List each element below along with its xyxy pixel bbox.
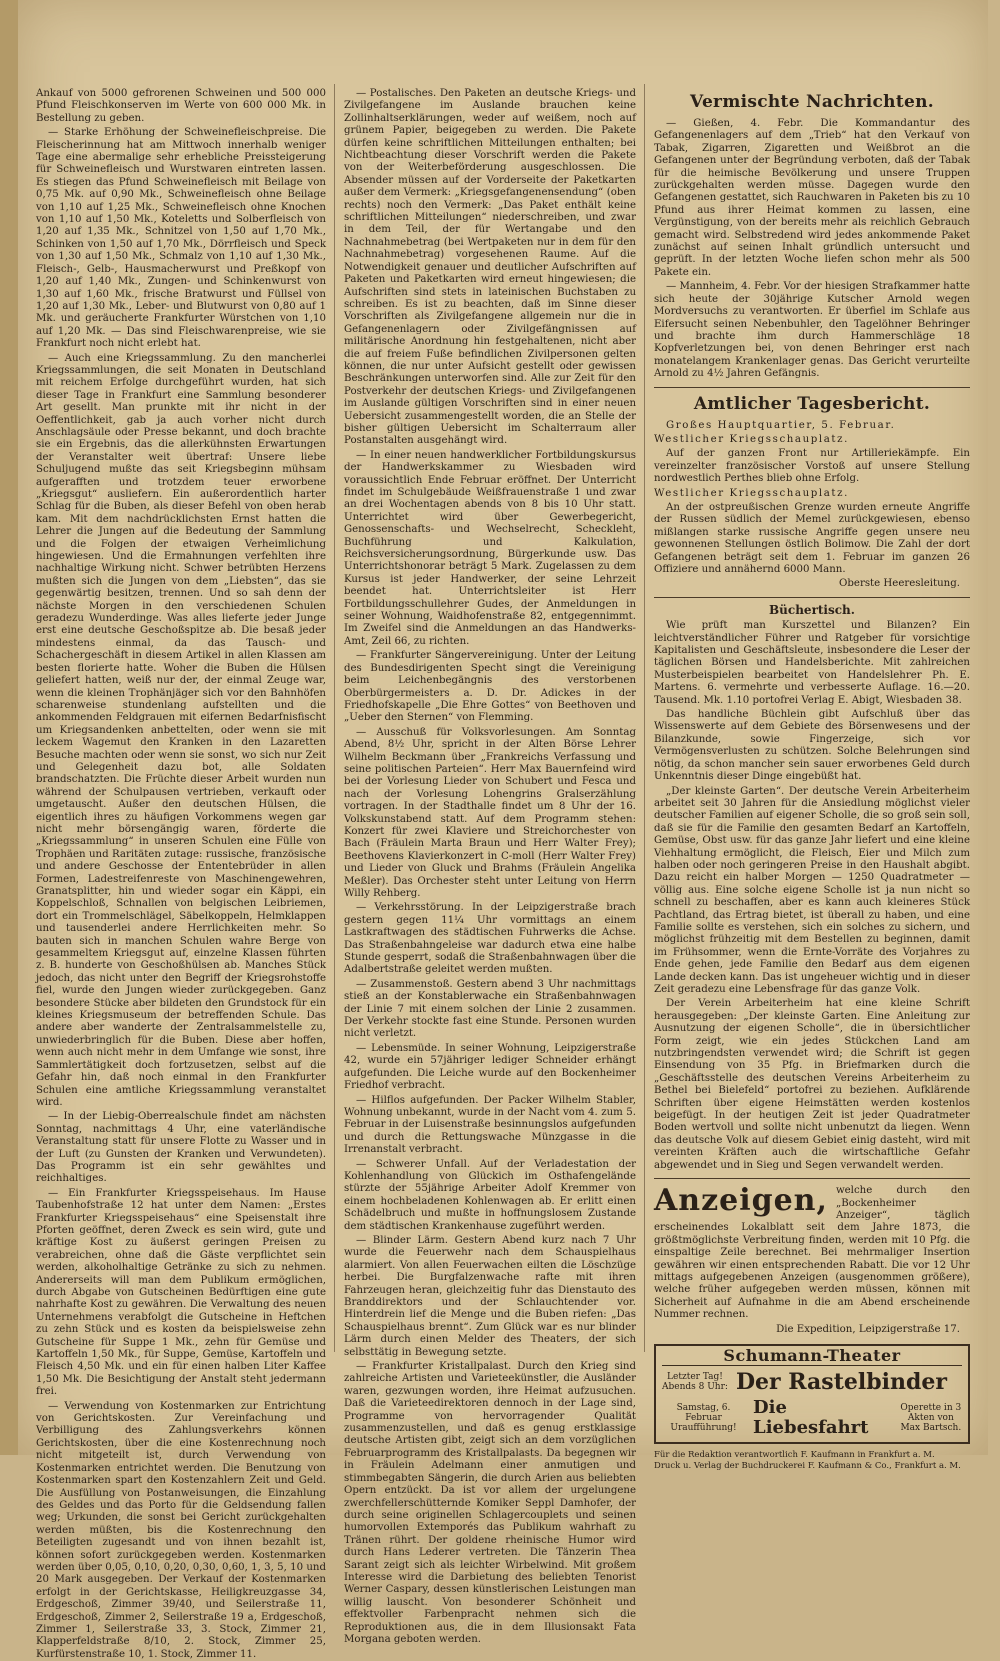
ad-time-note xyxy=(662,1372,728,1392)
binding-spine xyxy=(0,0,18,1455)
column-middle xyxy=(344,88,636,1645)
column-divider xyxy=(644,84,645,1352)
imprint-editor: Für die Redaktion verantwortlich F. Kaufmann in Frankfurt a. M. xyxy=(654,1450,935,1461)
article-paragraph: — Lebensmüde. In seiner Wohnung, Leipzigerstraße 42, wurde ein 57jähriger lediger Schneider erhängt aufgefunden. Die Leiche wurde auf den Bockenheimer Friedhof verbracht. xyxy=(344,1042,636,1092)
article-paragraph: — Ein Frankfurter Kriegsspeisehaus. Im Hause Taubenhofstraße 12 hat unter dem Namen: „Erstes Frankfurter Kriegsspeisehaus“ eine Speisenstalt ihre Pforten geöffnet, deren Zweck es sein wird, gute und kräftige Kost zu äußerst geringen Preisen zu verabreichen, ohne daß die Gäste verpflichtet sein werden, alkoholhaltige Getränke zu sich zu nehmen. Andererseits will man dem Publikum ermöglichen, durch Abgabe von Gutscheinen Bedürftigen eine gute nahrhafte Kost zu gewähren. Die Verwaltung des neuen Unternehmens verabfolgt die Gutscheine in Heftchen zu zehn Stück und es kosten da beispielsweise zehn Gutscheine für Suppe 1 Mk., zehn für Gemüse und Kartoffeln 1,50 Mk., für Suppe, Gemüse, Kartoffeln und Fleisch 4,50 Mk. und ein für einen halben Liter Kaffee 1,50 Mk. Die Besichtigung der Anstalt steht jedermann frei. xyxy=(36,1187,326,1398)
divider xyxy=(654,597,970,598)
ad-operetta-note: Operette in 3 Akten von Max Bartsch. xyxy=(900,1403,962,1434)
article-paragraph: — Mannheim, 4. Febr. Vor der hiesigen Strafkammer hatte sich heute der 30jährige Kutscher Arnold wegen Mordversuchs zu verantworten. Er überfiel im Schlafe aus Eifersucht seinen Nebenbuhler, den Tagelöhner Behringer und brachte ihm durch Hammerschläge 18 Kopfverletzungen bei, von denen Behringer erst nach monatelangem Krankenlager genas. Das Gericht verurteilte Arnold zu 4½ Jahren Gefängnis. xyxy=(654,281,970,380)
theatre-advertisement xyxy=(654,1344,970,1444)
ad-last-day: Letzter Tag! xyxy=(667,1372,723,1383)
article-paragraph: — Zusammenstoß. Gestern abend 3 Uhr nachmittags stieß an der Konstablerwache ein Straßenbahnwagen der Linie 7 mit einem solchen der Linie 2 zusammen. Der Verkehr stockte fast eine Stunde. Personen wurden nicht verletzt. xyxy=(344,978,636,1040)
anzeigen-block xyxy=(654,1185,970,1336)
article-paragraph: Wie prüft man Kurszettel und Bilanzen? Ein leichtverständlicher Führer und Ratgeber für vorsichtige Kapitalisten und Geschäftsleute, insbesondere die Leser der täglichen Börsen und Handelsberichte. Mit zahlreichen Musterbeispielen bearbeitet von Handelslehrer Ph. E. Martens. 6. vermehrte und verbesserte Auflage. 16.—20. Tausend. Mk. 1.10 portofrei Verlag E. Abigt, Wiesbaden 38. xyxy=(654,620,970,706)
article-paragraph: An der ostpreußischen Grenze wurden erneute Angriffe der Russen südlich der Memel zurückgewiesen, ebenso mißlangen starke russische Angriffe gegen unsere neu gewonnenen Stellungen östlich Bolimow. Die Zahl der dort Gefangenen beträgt seit dem 1. Februar im ganzen 26 Offiziere und annähernd 6000 Mann. xyxy=(654,501,970,575)
article-paragraph: — Blinder Lärm. Gestern Abend kurz nach 7 Uhr wurde die Feuerwehr nach dem Schauspielhaus alarmiert. Von allen Feuerwachen eilten die Löschzüge herbei. Die Burgfalzenwache rafte mit ihren Fahrzeugen heran, gleichzeitig fuhr das Dienstauto des Branddirektors und der Schlauchtender vor. Hinterdrein lief die Menge und die Buben riefen: „Das Schauspielhaus brennt“. Zum Glück war es nur blinder Lärm durch einen Melder des Theaters, der sich selbsttätig in Bewegung setzte. xyxy=(344,1234,636,1358)
article-paragraph: — Auch eine Kriegssammlung. Zu den mancherlei Kriegssammlungen, die seit Monaten in Deutschland mit reichem Erfolge durchgeführt wurden, hat sich dieser Tage in Frankfurt eine Sammlung besonderer Art gesellt. Man prunkte mit ihr nicht in der Oeffentlichkeit, gab ja auch vorher nicht durch Anschlagsäule oder Presse bekannt, und doch brachte sie ein Ergebnis, das die allerkühnsten Erwartungen der Veranstalter weit übertraf: Unsere liebe Schuljugend mußte das seit Kriegsbeginn mühsam aufgerafften und trotzdem teuer erworbene „Kriegsgut“ ausliefern. Ein außerordentlich harter Schlag für die Buben, als dieser Befehl von oben herab kam. Mit dem nachdrücklichsten Ernst hatten die Lehrer die Jungen auf die Bedeutung der Sammlung und die Folgen der etwaigen Verheimlichung hingewiesen. Und die Ermahnungen verfehlten ihre nachhaltige Wirkung nicht. Schwer betrübten Herzens mußten sich die Jungen von dem „Liebsten“, das sie gegenwärtig besitzen, trennen. Und so sah denn der nächste Morgen in den verschiedenen Schulen geradezu Wunderdinge. Was alles lieferte jeder Junge erst eine deutsche Geschoßspitze ab. Die besaß jeder mindestens einmal, da das Tausch- und Schachergeschäft in diesem Artikel in allen Klassen am besten florierte hatte. Woher die Buben die Hülsen geliefert hatten, weiß nur der, der einmal Zeuge war, wenn die kleinen Trophänjäger sich vor den Bahnhöfen scharenweise stundenlang aufstellten und die ankommenden Feldgrauen mit eifernen Bedarfnisfischt um Kriegsandenken anbettelten, oder wenn sie mit leckem Wagemut den Kranken in den Lazaretten Besuche machten oder wenn sie sonst, wo sich nur Zeit und Gelegenheit dazu bot, alle Soldaten brandschatzten. Die Früchte dieser Arbeit wurden nun während der Schulpausen vertrieben, verkauft oder umgetauscht. Außer den deutschen Hülsen, die eigentlich ihres zu häufigen Vorkommens wegen gar nicht mehr börsengängig waren, förderte die „Kriegssammlung“ in unseren Schulen eine Fülle von Trophäen und Raritäten zutage: russische, französische und andere Geschosse der Ententebrüder in allen Formen, Ladestreifenreste von Maschinengewehren, Granatsplitter, hin und wieder sogar ein Käppi, ein Koppelschloß, Schnallen von belgischen Leibriemen, dort ein Trommelschlägel, Säbelkoppeln, Helmklappen und tausenderlei andere Herrlichkeiten mehr. So bauten sich in manchen Schulen wahre Berge von gesammeltem Kriegsgut auf, einzelne Klassen führten z. B. hunderte von Geschoßhülsen ab. Manches Stück jedoch, das nicht unter den Begriff der Kriegsrohstoffe fiel, wurde den Jungen wieder zurückgegeben. Ganz besondere Stücke aber bildeten den Grundstock für ein kleines Kriegsmuseum der betreffenden Schule. Das andere aber wanderte der Zentralsammelstelle zu, unwiederbringlich für die Buben. Diese aber hoffen, wenn auch nicht mehr in dem Umfange wie sonst, ihre Sammlertätigkeit doch fortzusetzen, selbst auf die Gefahr hin, daß noch einmal in den Frankfurter Schulen eine amtliche Kriegssammlung veranstaltet wird. xyxy=(36,352,326,1108)
anzeigen-text: welche durch den „Bockenheimer Anzeiger“, täglich erscheinendes Lokalblatt seit dem Jahre 1873, die größtmöglichste Verbreitung finden, werden mit 10 Pfg. die einspaltige Zeile berechnet. Bei mehrmaliger Insertion gewähren wir einen entsprechenden Rabatt. Die vor 12 Uhr mittags aufgegebenen Anzeigen (ausgenommen größere), welche früher aufgegeben werden müssen, können mit Sicherheit auf Aufnahme in die am Abend erscheinende Nummer rechnen. xyxy=(654,1185,970,1321)
imprint-publisher: Druck u. Verlag der Buchdruckerei F. Kaufmann & Co., Frankfurt a. M. xyxy=(654,1460,961,1471)
article-paragraph: Ankauf von 5000 gefrorenen Schweinen und 500 000 Pfund Fleischkonserven im Werte von 600 000 Mk. in Bestellung zu geben. xyxy=(36,88,326,124)
article-paragraph: — Frankfurter Kristallpalast. Durch den Krieg sind zahlreiche Artisten und Varieteekünstler, die Ausländer waren, gezwungen worden, ihre Heimat aufzusuchen. Daß die Varieteedirektoren dennoch in der Lage sind, Programme von hervorragender Qualität zusammenzustellen, und daß es genug erstklassige deutsche Artisten gibt, zeigt sich an dem vorzüglichen Februarprogramm des Kristallpalasts. Da begegnen wir in Fräulein Adelmann einer anmutigen und stimmbegabten Sängerin, die durch Arien aus beliebten Opern entzückt. Da ist vor allem der urgelungene zwerchfellerschütternde Komiker Seppl Damhofer, der durch seine originellen Schlagercouplets und seinen humorvollen Extemporés das Publikum wahrhaft zu Tränen rührt. Der goldene rheinische Humor wird durch Hans Lederer vertreten. Die Tänzerin Thea Sarant zeigt sich als leichter Wirbelwind. Mit großem Interesse wird die Darbietung des beliebten Tenorist Werner Caspary, dessen künstlerischen Leistungen man willig lauscht. Von besonderer Schönheit und effektvoller Farbenpracht nehmen sich die Reproduktionen aus, die in dem Illusionsakt Fata Morgana geboten werden. xyxy=(344,1361,636,1645)
newspaper-page xyxy=(18,0,988,1660)
ad-date-note xyxy=(662,1403,745,1433)
theatre-name: Schumann-Theater xyxy=(662,1350,962,1366)
article-paragraph: — In der Liebig-Oberrealschule findet am nächsten Sonntag, nachmittags 4 Uhr, eine vaterländische Veranstaltung statt für unsere Flotte zu Wasser und in der Luft (zu Gunsten der Kranken und Verwundeten). Das Programm ist ein sehr gewähltes und reichhaltiges. xyxy=(36,1111,326,1185)
article-paragraph: Der Verein Arbeiterheim hat eine kleine Schrift herausgegeben: „Der kleinste Garten. Eine Anleitung zur Ausnutzung der eigenen Scholle“, die in übersichtlicher Form zeigt, wie ein jedes Stückchen Land am nutzbringendsten verwendet wird; die Schrift ist gegen Einsendung von 35 Pfg. in Briefmarken durch die „Geschäftsstelle des deutschen Vereins Arbeiterheim zu Bethel bei Bielefeld“ portofrei zu beziehen. Aufklärende Schriften über eigene Heimstätten werden kostenlos beigefügt. In der heutigen Zeit ist jeder Quadratmeter Boden wertvoll und sollte nicht unbenutzt da liegen. Wenn das deutsche Volk auf diesem Gebiet einig dasteht, wird mit vereinten Kräften auch die wirtschaftliche Gefahr abgewendet und in Sieg und Segen verwandelt werden. xyxy=(654,998,970,1171)
article-paragraph: — Starke Erhöhung der Schweinefleischpreise. Die Fleischerinnung hat am Mittwoch innerhalb weniger Tage eine abermalige sehr erhebliche Preissteigerung für Schweinefleisch und Wurstwaren eintreten lassen. Es stiegen das Pfund Schweinefleisch mit Beilage von 0,75 Mk. auf 0,90 Mk., Schweinefleisch ohne Beilage von 1,10 auf 1,25 Mk., Schweinefleisch ohne Knochen von 1,10 auf 1,50 Mk., Koteletts und Solberfleisch von 1,20 auf 1,35 Mk., Schnitzel von 1,50 auf 1,70 Mk., Schinken von 1,50 auf 1,70 Mk., Dörrfleisch und Speck von 1,30 auf 1,50 Mk., Schmalz von 1,10 auf 1,30 Mk., Fleisch-, Gelb-, Hausmacherwurst und Preßkopf von 1,20 auf 1,40 Mk., Zungen- und Schinkenwurst von 1,30 auf 1,60 Mk., frische Bratwurst und Füllsel von 1,20 auf 1,30 Mk., Leber- und Blutwurst von 0,80 auf 1 Mk. und geräucherte Frankfurter Würstchen von 1,10 auf 1,20 Mk. — Das sind Fleischwarenpreise, wie sie Frankfurt noch nicht erlebt hat. xyxy=(36,127,326,350)
article-paragraph: — Hilflos aufgefunden. Der Packer Wilhelm Stabler, Wohnung unbekannt, wurde in der Nacht vom 4. zum 5. Februar in der Luisenstraße besinnungslos aufgefunden und durch die Rettungswache Münzgasse in die Irrenanstalt verbracht. xyxy=(344,1094,636,1156)
section-heading-vermischtes: Vermischte Nachrichten. xyxy=(690,92,934,112)
divider xyxy=(654,1178,970,1179)
divider xyxy=(654,387,970,388)
anzeigen-heading: Anzeigen, xyxy=(654,1183,828,1219)
ad-play-title-2: Die Liebesfahrt xyxy=(753,1397,869,1439)
article-paragraph: Auf der ganzen Front nur Artilleriekämpfe. Ein vereinzelter französischer Vorstoß auf unsere Stellung nordwestlich Perthes blieb ohne Erfolg. xyxy=(654,448,970,485)
column-right xyxy=(654,88,970,1471)
ad-play-title: Der Rastelbinder xyxy=(735,1369,947,1396)
article-paragraph: — Ausschuß für Volksvorlesungen. Am Sonntag Abend, 8½ Uhr, spricht in der Alten Börse Lehrer Wilhelm Beckmann über „Frankreichs Verfassung und seine politischen Parteien“. Herr Max Bauernfeind wird bei der Vorlesung Lieder von Schubert und Fesca und nach der Vorlesung Lohengrins Gralserzählung vortragen. In der Stadthalle findet um 8 Uhr der 16. Volkskunstabend statt. Auf dem Programm stehen: Konzert für zwei Klaviere und Streichorchester von Bach (Fräulein Marta Braun und Herr Walter Frey); Beethovens Klavierkonzert in C-moll (Herr Walter Frey) und Lieder von Gluck und Brahms (Fräulein Angelika Meßler). Das Orchester steht unter Leitung von Herrn Willy Rehberg. xyxy=(344,726,636,899)
article-paragraph: — Postalisches. Den Paketen an deutsche Kriegs- und Zivilgefangene im Auslande brauchen keine Zollinhaltserklärungen, weder auf weißem, noch auf grünem Papier, beigegeben zu werden. Die Pakete dürfen keine schriftlichen Mitteilungen enthalten; bei Nichtbeachtung dieser Vorschrift werden die Pakete von der Weiterbeförderung ausgeschlossen. Die Absender müssen auf der Vorderseite der Paketkarten außer dem Vermerk: „Kriegsgefangenensendung“ (oben rechts) noch den Vermerk: „Das Paket enthält keine schriftlichen Mitteilungen“ niederschreiben, und zwar in dem Teil, der für Wertangabe und den Nachnahmebetrag (bei Wertpaketen nur in dem für den Nachnahmebetrag) vorgesehenen Raume. Auf die Notwendigkeit genauer und deutlicher Aufschriften auf Paketen und Paketkarten wird erneut hingewiesen; die Aufschriften sind stets in lateinischen Buchstaben zu schreiben. Es ist zu beachten, daß im Sinne dieser Vorschriften als Zivilgefangene allgemein nur die in Gefangenenlagern oder Zivilgefängnissen auf militärische Anordnung hin festgehaltenen, nicht aber die auf freiem Fuße befindlichen Zivilpersonen gelten können, die nur unter Aufsicht gestellt oder gewissen Beschränkungen unterworfen sind. Alle zur Zeit für den Postverkehr der deutschen Kriegs- und Zivilgefangenen im Auslande gültigen Vorschriften sind in einer neuen Uebersicht zusammengestellt worden, die an Stelle der bisher gültigen Uebersicht im Schalterraum aller Postanstalten ausgehängt wird. xyxy=(344,88,636,447)
imprint xyxy=(654,1450,970,1471)
article-paragraph: — Schwerer Unfall. Auf der Verladestation der Kohlenhandlung von Glückich im Osthafengelände stürzte der 55jährige Arbeiter Adolf Kremmer von einem hochbeladenen Kohlenwagen ab. Er erlitt einen Schädelbruch und mußte in hoffnungslosem Zustande dem städtischen Krankenhause zugeführt werden. xyxy=(344,1158,636,1232)
ad-time: Abends 8 Uhr: xyxy=(662,1382,728,1393)
ad-premiere: Uraufführung! xyxy=(670,1423,737,1434)
subheading: Westlicher Kriegsschauplatz. xyxy=(654,487,849,499)
ad-date: Samstag, 6. Februar xyxy=(676,1403,731,1424)
ad-row-premiere xyxy=(662,1398,962,1438)
subheading: Westlicher Kriegsschauplatz. xyxy=(654,433,849,445)
article-paragraph: — Frankfurter Sängervereinigung. Unter der Leitung des Bundesdirigenten Specht singt die Vereinigung beim Leichenbegängnis des verstorbenen Oberbürgermeisters a. D. Dr. Adickes in der Friedhofskapelle „Die Ehre Gottes“ von Beethoven und „Ueber den Sternen“ von Flemming. xyxy=(344,650,636,724)
ad-row-today xyxy=(662,1370,962,1394)
signature: Oberste Heeresleitung. xyxy=(839,578,960,590)
article-paragraph: Das handliche Büchlein gibt Aufschluß über das Wissenswerte auf dem Gebiete des Börsenwesens und der Bilanzkunde, sowie Fingerzeige, sich vor Vermögensverlusten zu schützen. Solche Belehrungen sind nötig, da schon mancher sein sauer erworbenes Geld durch Unkenntnis dieser Dinge eingebüßt hat. xyxy=(654,709,970,783)
article-paragraph: — In einer neuen handwerklicher Fortbildungskursus der Handwerkskammer zu Wiesbaden wird voraussichtlich Ende Februar eröffnet. Der Unterricht findet im Schulgebäude Weißfrauenstraße 1 und zwar an drei Wochentagen abends von 8 bis 10 Uhr statt. Unterrichtet wird über Gewerbegericht, Genossenschafts- und Wechselrecht, Scheckleht, Buchführung und Kalkulation, Reichsversicherungsordnung, Bürgerkunde usw. Das Unterrichtshonorar beträgt 5 Mark. Zugelassen zu dem Kursus ist jeder Handwerker, der seine Lehrzeit beendet hat. Unterrichtsleiter ist Herr Fortbildungsschullehrer Gudes, der Anmeldungen in seiner Wohnung, Waidhofenstraße 82, entgegennimmt. Im Zweifel sind die Anmeldungen an das Handwerks-Amt, Zeil 66, zu richten. xyxy=(344,449,636,647)
section-heading-buechertisch: Büchertisch. xyxy=(769,602,855,617)
section-heading-tagesbericht: Amtlicher Tagesbericht. xyxy=(693,393,931,414)
column-divider xyxy=(334,84,335,1352)
article-paragraph: — Verkehrsstörung. In der Leipzigerstraße brach gestern gegen 11¼ Uhr vormittags an einem Lastkraftwagen des städtischen Fuhrwerks die Achse. Das Straßenbahngeleise war dadurch etwa eine halbe Stunde gesperrt, sodaß die Straßenbahnwagen über die Adalbertstraße geleitet werden mußten. xyxy=(344,902,636,976)
article-paragraph: „Der kleinste Garten“. Der deutsche Verein Arbeiterheim arbeitet seit 30 Jahren für die Ansiedlung möglichst vieler deutscher Familien auf eigener Scholle, die so groß sein soll, daß sie für die Familie den gesamten Bedarf an Kartoffeln, Gemüse, Obst usw. für das ganze Jahr liefert und eine kleine Viehhaltung ermöglicht, die Fleisch, Eier und Milch zum halben oder noch geringeren Preise in den Haushalt abgibt. Dazu reicht ein halber Morgen — 1250 Quadratmeter — völlig aus. Eine solche eigene Scholle ist ja nun nicht so schnell zu beschaffen, aber es kann auch kleineres Stück Pachtland, das Ertrag bietet, ist überall zu haben, und eine Familie sollte es verstehen, sich ein solches zu sichern, und möglichst frühzeitig mit dem Bestellen zu beginnen, damit im Frühsommer, wenn die Ernte-Vorräte des Vorjahres zu Ende gehen, jede Familie den Bedarf aus dem eigenen Lande decken kann. Das ist ungeheuer wichtig und in dieser Zeit geradezu eine Lebensfrage für das ganze Volk. xyxy=(654,785,970,995)
expedition-signature: Die Expedition, Leipzigerstraße 17. xyxy=(776,1323,960,1335)
column-left xyxy=(36,88,326,1660)
dateline: Großes Hauptquartier, 5. Februar. xyxy=(666,419,896,431)
article-paragraph: — Verwendung von Kostenmarken zur Entrichtung von Gerichtskosten. Zur Vereinfachung und Verbilligung des Zahlungsverkehrs können Gerichtskosten, über die eine Kostenrechnung noch nicht mitgeteilt ist, durch Verwendung von Kostenmarken entrichtet werden. Die Benutzung von Kostenmarken spart den Kostenzahlern Zeit und Geld. Die Ausfüllung von Postanweisungen, die Einzahlung des Geldes und das Porto für die Geldsendung fallen weg; Urkunden, die sonst bei Gericht zurückgehalten werden müßten, bis die Kostenrechnung den Beteiligten zugesandt und von ihnen bezahlt ist, können sofort zurückgegeben werden. Kostenmarken werden über 0,05, 0,10, 0,20, 0,30, 0,60, 1, 3, 5, 10 und 20 Mark ausgegeben. Der Verkauf der Kostenmarken erfolgt in der Gerichtskasse, Heiligkreuzgasse 34, Erdgeschoß, Zimmer 39/40, und Seilerstraße 11, Erdgeschoß, Zimmer 2, Seilerstraße 19 a, Erdgeschoß, Zimmer 1, Seilerstraße 33, 3. Stock, Zimmer 21, Klapperfeldstraße 8/10, 2. Stock, Zimmer 25, Kurfürstenstraße 10, 1. Stock, Zimmer 11. xyxy=(36,1400,326,1660)
article-paragraph: — Gießen, 4. Febr. Die Kommandantur des Gefangenenlagers auf dem „Trieb“ hat den Verkauf von Tabak, Zigarren, Zigaretten und Weißbrot an die Gefangenen unter der Begründung verboten, daß der Tabak für die heimische Bevölkerung und unsere Truppen zurückgehalten werden müsse. Dagegen wurde den Gefangenen gestattet, sich Rauchwaren in Paketen bis zu 10 Pfund aus ihrer Heimat kommen zu lassen, eine Vergünstigung, von der bereits mehr als reichlich Gebrauch gemacht wird. Selbstredend wird jedes ankommende Paket zunächst auf seinen Inhalt gründlich untersucht und geprüft. In der letzten Woche liefen schon mehr als 500 Pakete ein. xyxy=(654,118,970,278)
